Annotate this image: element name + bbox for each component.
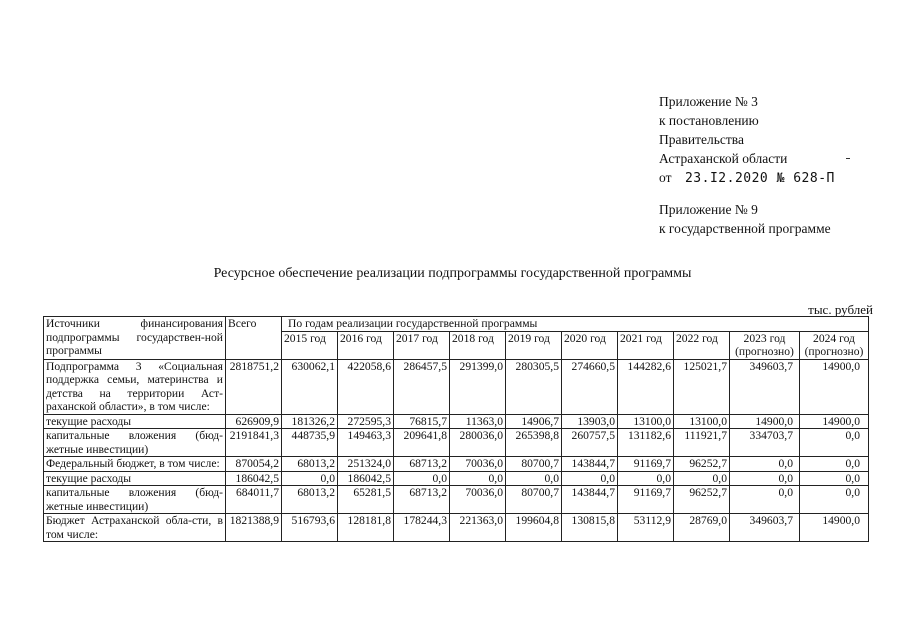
row-year-value: 0,0: [730, 471, 800, 486]
row-year-value: 286457,5: [394, 359, 450, 414]
units-label: тыс. рублей: [808, 302, 873, 317]
row-year-value: 265398,8: [506, 429, 562, 457]
row-year-value: 280036,0: [450, 429, 506, 457]
stray-mark: [846, 158, 850, 159]
date-number-stamp: 23.I2.2020 № 628-П: [684, 171, 835, 186]
row-year-value: 0,0: [730, 486, 800, 514]
appendix-line-region: Астраханской области: [659, 151, 788, 166]
row-total-value: 2818751,2: [226, 359, 282, 414]
row-year-value: 131182,6: [618, 429, 674, 457]
appendix-block: [659, 92, 835, 238]
row-year-value: 0,0: [450, 471, 506, 486]
table-row: [44, 514, 869, 542]
row-year-value: 349603,7: [730, 514, 800, 542]
table-row: [44, 457, 869, 472]
row-year-value: 274660,5: [562, 359, 618, 414]
row-source-label: Бюджет Астраханской обла-сти, в том числе:: [44, 514, 226, 542]
row-year-value: 111921,7: [674, 429, 730, 457]
header-total: Всего: [226, 317, 282, 360]
appendix-9-program: к государственной программе: [659, 221, 831, 236]
row-total-value: 870054,2: [226, 457, 282, 472]
row-year-value: 143844,7: [562, 457, 618, 472]
date-prefix: от: [659, 170, 672, 185]
row-year-value: 14906,7: [506, 414, 562, 429]
row-year-value: 334703,7: [730, 429, 800, 457]
header-year: 2015 год: [282, 331, 338, 359]
row-year-value: 251324,0: [338, 457, 394, 472]
row-year-value: 0,0: [394, 471, 450, 486]
row-year-value: 13903,0: [562, 414, 618, 429]
row-year-value: 186042,5: [338, 471, 394, 486]
table-body: [44, 359, 869, 542]
row-year-value: 14900,0: [800, 359, 869, 414]
row-year-value: 96252,7: [674, 486, 730, 514]
row-year-value: 221363,0: [450, 514, 506, 542]
row-source-label: Подпрограмма 3 «Социальная поддержка семьи, материнства и детства на территории Аст-раханской области», в том числе:: [44, 359, 226, 414]
row-year-value: 178244,3: [394, 514, 450, 542]
header-year: 2021 год: [618, 331, 674, 359]
row-year-value: 630062,1: [282, 359, 338, 414]
appendix-9-title: Приложение № 9: [659, 202, 758, 217]
header-row-1: [44, 317, 869, 332]
row-year-value: 144282,6: [618, 359, 674, 414]
row-year-value: 291399,0: [450, 359, 506, 414]
row-source-label: капитальные вложения (бюд-жетные инвестиции): [44, 486, 226, 514]
table-row: [44, 486, 869, 514]
row-year-value: 91169,7: [618, 457, 674, 472]
row-year-value: 181326,2: [282, 414, 338, 429]
row-year-value: 76815,7: [394, 414, 450, 429]
row-year-value: 91169,7: [618, 486, 674, 514]
row-year-value: 96252,7: [674, 457, 730, 472]
row-year-value: 13100,0: [674, 414, 730, 429]
header-source: Источники финансирования подпрограммы государствен-ной программы: [44, 317, 226, 360]
row-source-label: Федеральный бюджет, в том числе:: [44, 457, 226, 472]
row-year-value: 143844,7: [562, 486, 618, 514]
row-year-value: 0,0: [282, 471, 338, 486]
row-source-label: текущие расходы: [44, 414, 226, 429]
header-year: 2017 год: [394, 331, 450, 359]
header-year-forecast: 2024 год (прогнозно): [800, 331, 869, 359]
row-total-value: 1821388,9: [226, 514, 282, 542]
row-year-value: 0,0: [674, 471, 730, 486]
appendix-line-government: Правительства: [659, 132, 744, 147]
document-title: Ресурсное обеспечение реализации подпрограммы государственной программы: [213, 266, 692, 281]
row-year-value: 0,0: [800, 429, 869, 457]
row-source-label: текущие расходы: [44, 471, 226, 486]
row-year-value: 0,0: [800, 486, 869, 514]
row-year-value: 130815,8: [562, 514, 618, 542]
table-row: [44, 429, 869, 457]
row-year-value: 14900,0: [730, 414, 800, 429]
row-year-value: 53112,9: [618, 514, 674, 542]
header-year: 2018 год: [450, 331, 506, 359]
row-year-value: 68713,2: [394, 486, 450, 514]
row-year-value: 14900,0: [800, 514, 869, 542]
row-year-value: 125021,7: [674, 359, 730, 414]
row-year-value: 280305,5: [506, 359, 562, 414]
row-year-value: 272595,3: [338, 414, 394, 429]
row-source-label: капитальные вложения (бюд-жетные инвестиции): [44, 429, 226, 457]
row-year-value: 209641,8: [394, 429, 450, 457]
appendix-line-resolution: к постановлению: [659, 113, 759, 128]
row-total-value: 2191841,3: [226, 429, 282, 457]
row-year-value: 260757,5: [562, 429, 618, 457]
header-year: 2016 год: [338, 331, 394, 359]
table-row: [44, 359, 869, 414]
row-year-value: 128181,8: [338, 514, 394, 542]
row-year-value: 68013,2: [282, 457, 338, 472]
row-total-value: 684011,7: [226, 486, 282, 514]
budget-table: [43, 316, 869, 542]
row-year-value: 0,0: [800, 457, 869, 472]
table-row: [44, 471, 869, 486]
row-year-value: 65281,5: [338, 486, 394, 514]
row-year-value: 199604,8: [506, 514, 562, 542]
row-year-value: 0,0: [800, 471, 869, 486]
row-year-value: 11363,0: [450, 414, 506, 429]
header-year: 2020 год: [562, 331, 618, 359]
row-year-value: 149463,3: [338, 429, 394, 457]
header-year: 2022 год: [674, 331, 730, 359]
row-year-value: 0,0: [730, 457, 800, 472]
row-total-value: 186042,5: [226, 471, 282, 486]
appendix-date-line: [659, 168, 835, 188]
row-year-value: 349603,7: [730, 359, 800, 414]
row-year-value: 14900,0: [800, 414, 869, 429]
row-year-value: 448735,9: [282, 429, 338, 457]
row-year-value: 422058,6: [338, 359, 394, 414]
header-year: 2019 год: [506, 331, 562, 359]
row-year-value: 80700,7: [506, 457, 562, 472]
header-by-years: По годам реализации государственной программы: [282, 317, 869, 332]
row-total-value: 626909,9: [226, 414, 282, 429]
row-year-value: 13100,0: [618, 414, 674, 429]
row-year-value: 68013,2: [282, 486, 338, 514]
row-year-value: 80700,7: [506, 486, 562, 514]
row-year-value: 68713,2: [394, 457, 450, 472]
header-year-forecast: 2023 год (прогнозно): [730, 331, 800, 359]
row-year-value: 0,0: [618, 471, 674, 486]
table-row: [44, 414, 869, 429]
row-year-value: 28769,0: [674, 514, 730, 542]
appendix-title: Приложение № 3: [659, 94, 758, 109]
row-year-value: 516793,6: [282, 514, 338, 542]
row-year-value: 70036,0: [450, 486, 506, 514]
row-year-value: 0,0: [506, 471, 562, 486]
row-year-value: 70036,0: [450, 457, 506, 472]
row-year-value: 0,0: [562, 471, 618, 486]
